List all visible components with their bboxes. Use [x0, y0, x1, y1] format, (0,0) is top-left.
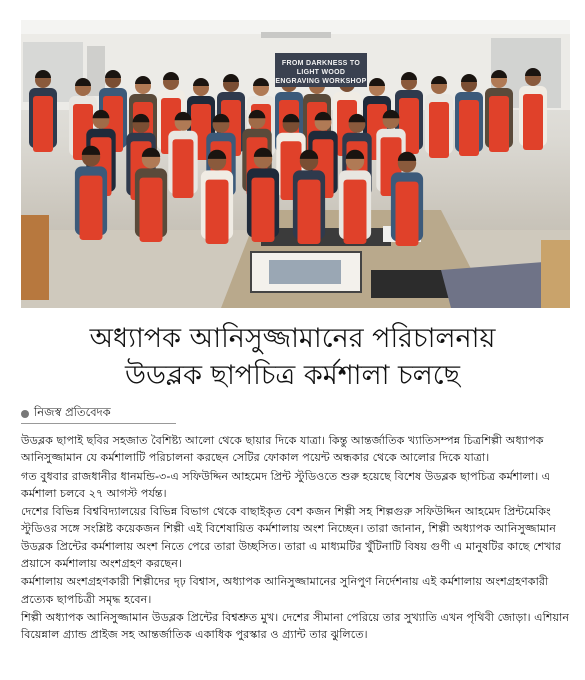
paragraph-2: গত বুধবার রাজধানীর ধানমন্ডি-৩-এ সফিউদ্দিন আহমেদ প্রিন্ট স্টুডিওতে শুরু হয়েছে বিশেষ উডব্লক ছাপচিত্র কর্মশালা। এ কর্মশালা চলবে ২৭ আগস্ট পর্যন্ত। — [21, 469, 551, 500]
byline — [21, 404, 111, 423]
paragraph-3: দেশের বিভিন্ন বিশ্ববিদ্যালয়ের বিভিন্ন বিভাগ থেকে বাছাইকৃত বেশ কজন শিল্পী সহ শিল্পগুরু সফিউদ্দিন আহমেদ প্রিন্টমেকিং স্টুডিওর সঙ্গে সংশ্লিষ্ট কয়েকজন শিল্পী এই বিশেষায়িত কর্মশালায় অংশ নিচ্ছেন। তারা জানান, শিল্পী অধ্যাপক আনিসুজ্জামান উডব্লক প্রিন্টের কর্মশালায় অংশ নিতে পেরে তারা উচ্ছসিত। তারা এ মাধ্যমটির খুঁটিনাটি বিষয় গুণী এ মানুষটির কাছে শেখার প্রয়াসে কর্মশালায় অংশগ্রহণ করছেন। — [21, 505, 562, 571]
byline-divider — [21, 423, 176, 424]
paragraph-1: উডব্লক ছাপাই ছবির সহজাত বৈশিষ্ট্য আলো থেকে ছায়ার দিকে যাত্রা। কিন্তু আন্তর্জাতিক খ্যাতিসম্পন্ন চিত্রশিল্পী অধ্যাপক আনিসুজ্জামান যে কর্মশালাটি পরিচালনা করছেন সেটির ফোকাল পয়েন্ট অন্ধকার থেকে আলোর দিকে যাত্রা। — [21, 434, 544, 465]
article-body — [21, 432, 570, 645]
group-photo — [21, 20, 570, 308]
paragraph-4: কর্মশালায় অংশগ্রহণকারী শিল্পীদের দৃঢ় বিশ্বাস, অধ্যাপক আনিসুজ্জামানের সুনিপুণ নির্দেশনায় এই কর্মশালায় অংশগ্রহণকারী প্রত্যেক ছাপচিত্রী সমৃদ্ধ হবেন। — [21, 575, 549, 606]
paragraph-5: শিল্পী অধ্যাপক আনিসুজ্জামান উডব্লক প্রিন্টের বিশ্বশ্রুত মুখ। দেশের সীমানা পেরিয়ে তার সুখ্যাতি এখন পৃথিবী জোড়া। এশিয়ান বিয়েন্নাল গ্র্যান্ড প্রাইজ সহ আন্তর্জাতিক একাধিক পুরস্কার ও গ্র্যান্ট তার ঝুলিতে। — [21, 610, 570, 642]
byline-text: নিজস্ব প্রতিবেদক — [34, 405, 111, 419]
workshop-banner: FROM DARKNESS TO LIGHT WOOD ENGRAVING WORKSHOP — [275, 53, 367, 87]
headline-line-2: উডব্লক ছাপচিত্র কর্মশালা চলছে — [125, 360, 460, 391]
bullet-icon — [21, 410, 29, 418]
headline-line-1: অধ্যাপক আনিসুজ্জামানের পরিচালনায় — [89, 323, 496, 354]
